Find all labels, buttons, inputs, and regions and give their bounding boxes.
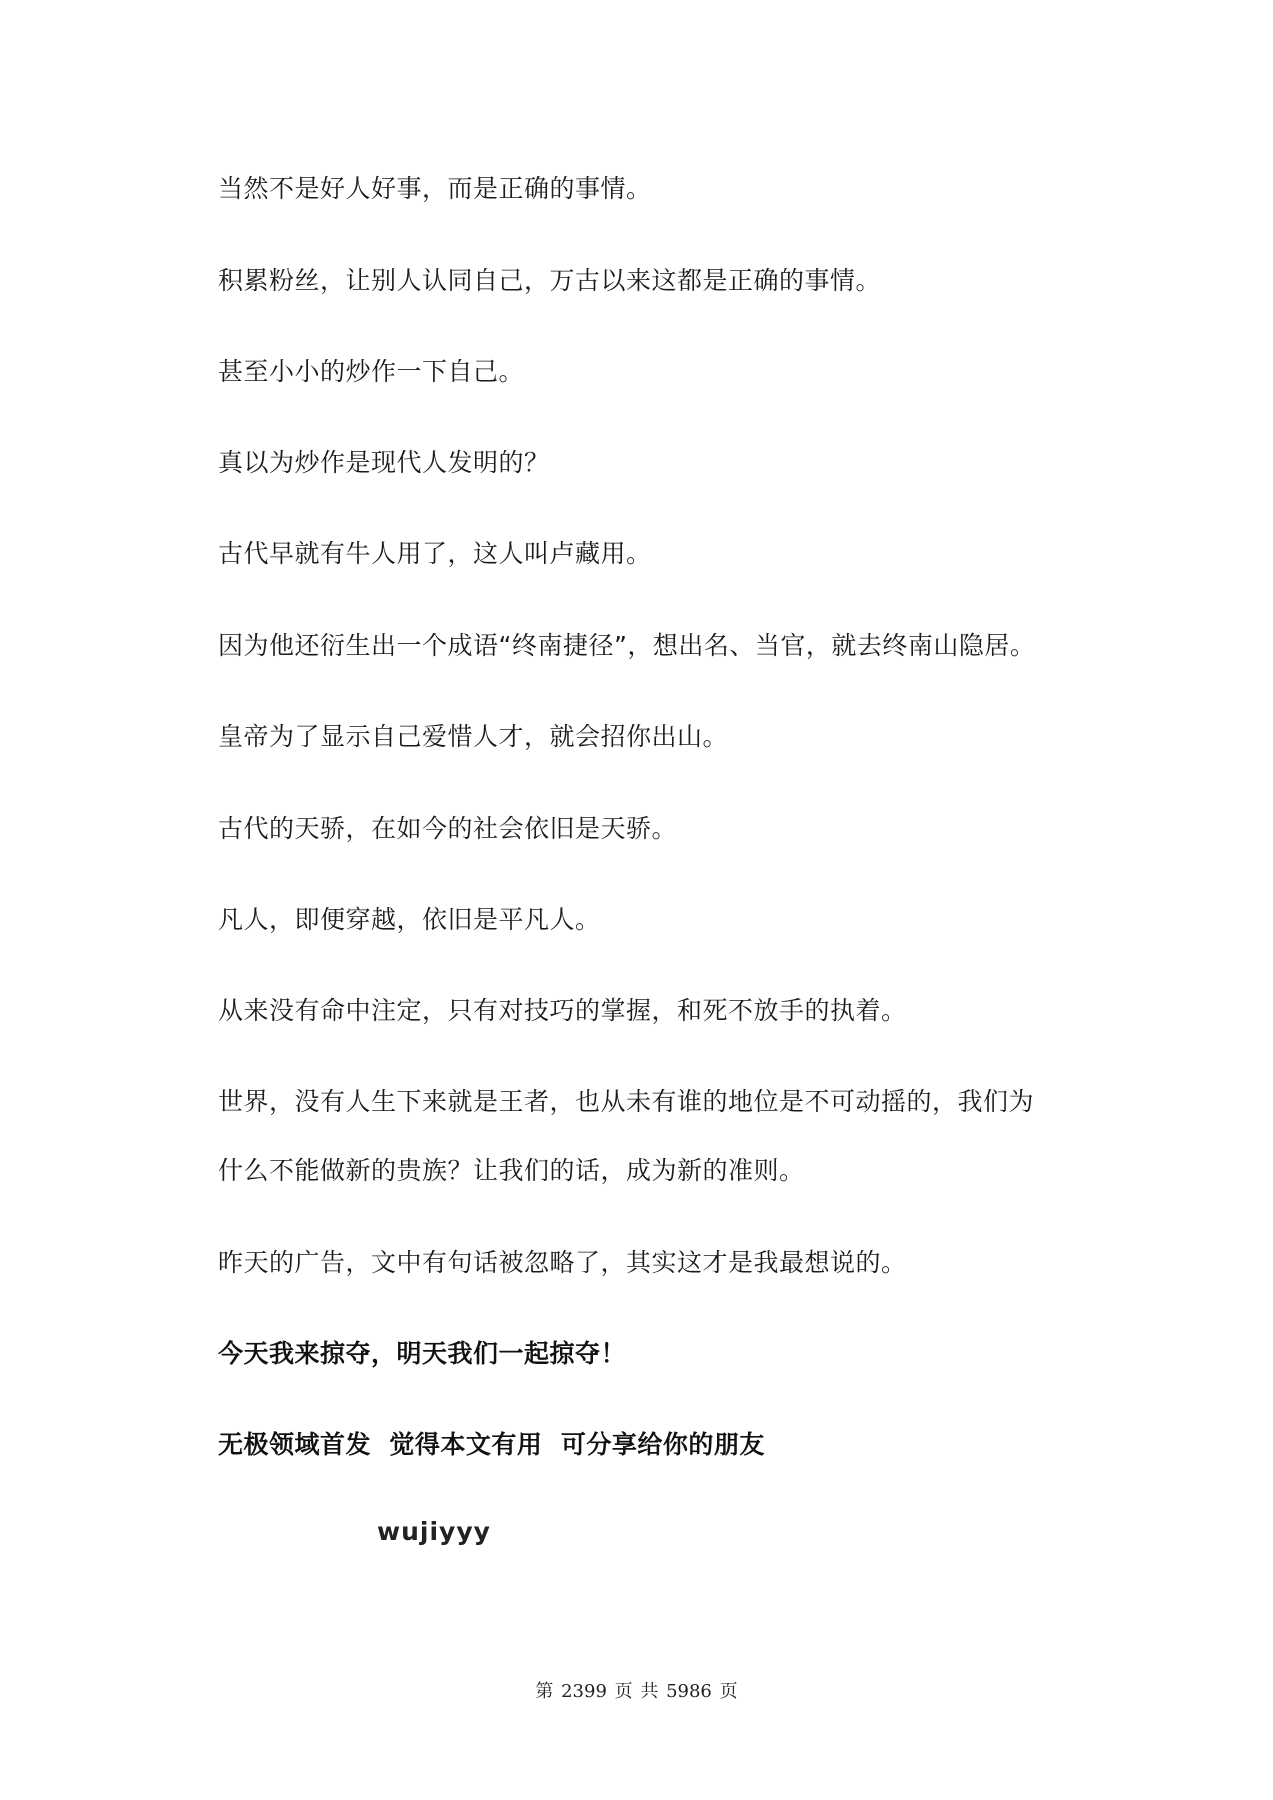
paragraph: 凡人，即便穿越，依旧是平凡人。 bbox=[218, 905, 601, 934]
page-number-footer: 第 2399 页 共 5986 页 bbox=[535, 1681, 738, 1702]
paragraph: 因为他还衍生出一个成语“终南捷径”，想出名、当官，就去终南山隐居。 bbox=[218, 631, 1036, 660]
paragraph: 什么不能做新的贵族？让我们的话，成为新的准则。 bbox=[218, 1156, 805, 1185]
paragraph: 从来没有命中注定，只有对技巧的掌握，和死不放手的执着。 bbox=[218, 996, 907, 1025]
paragraph: 古代的天骄，在如今的社会依旧是天骄。 bbox=[218, 814, 678, 843]
emphasis-line: 今天我来掠夺，明天我们一起掠夺！ bbox=[218, 1339, 627, 1368]
paragraph: 积累粉丝，让别人认同自己，万古以来这都是正确的事情。 bbox=[218, 266, 882, 295]
paragraph: 古代早就有牛人用了，这人叫卢藏用。 bbox=[218, 539, 652, 568]
author-signature: wujiyyy bbox=[377, 1517, 491, 1546]
paragraph: 当然不是好人好事，而是正确的事情。 bbox=[218, 174, 652, 203]
paragraph: 甚至小小的炒作一下自己。 bbox=[218, 357, 525, 386]
paragraph: 皇帝为了显示自己爱惜人才，就会招你出山。 bbox=[218, 722, 729, 751]
promo-line: 无极领域首发 觉得本文有用 可分享给你的朋友 bbox=[218, 1430, 765, 1459]
paragraph: 世界，没有人生下来就是王者，也从未有谁的地位是不可动摇的，我们为 bbox=[218, 1087, 1035, 1116]
paragraph: 昨天的广告，文中有句话被忽略了，其实这才是我最想说的。 bbox=[218, 1248, 907, 1277]
paragraph: 真以为炒作是现代人发明的？ bbox=[218, 448, 550, 477]
